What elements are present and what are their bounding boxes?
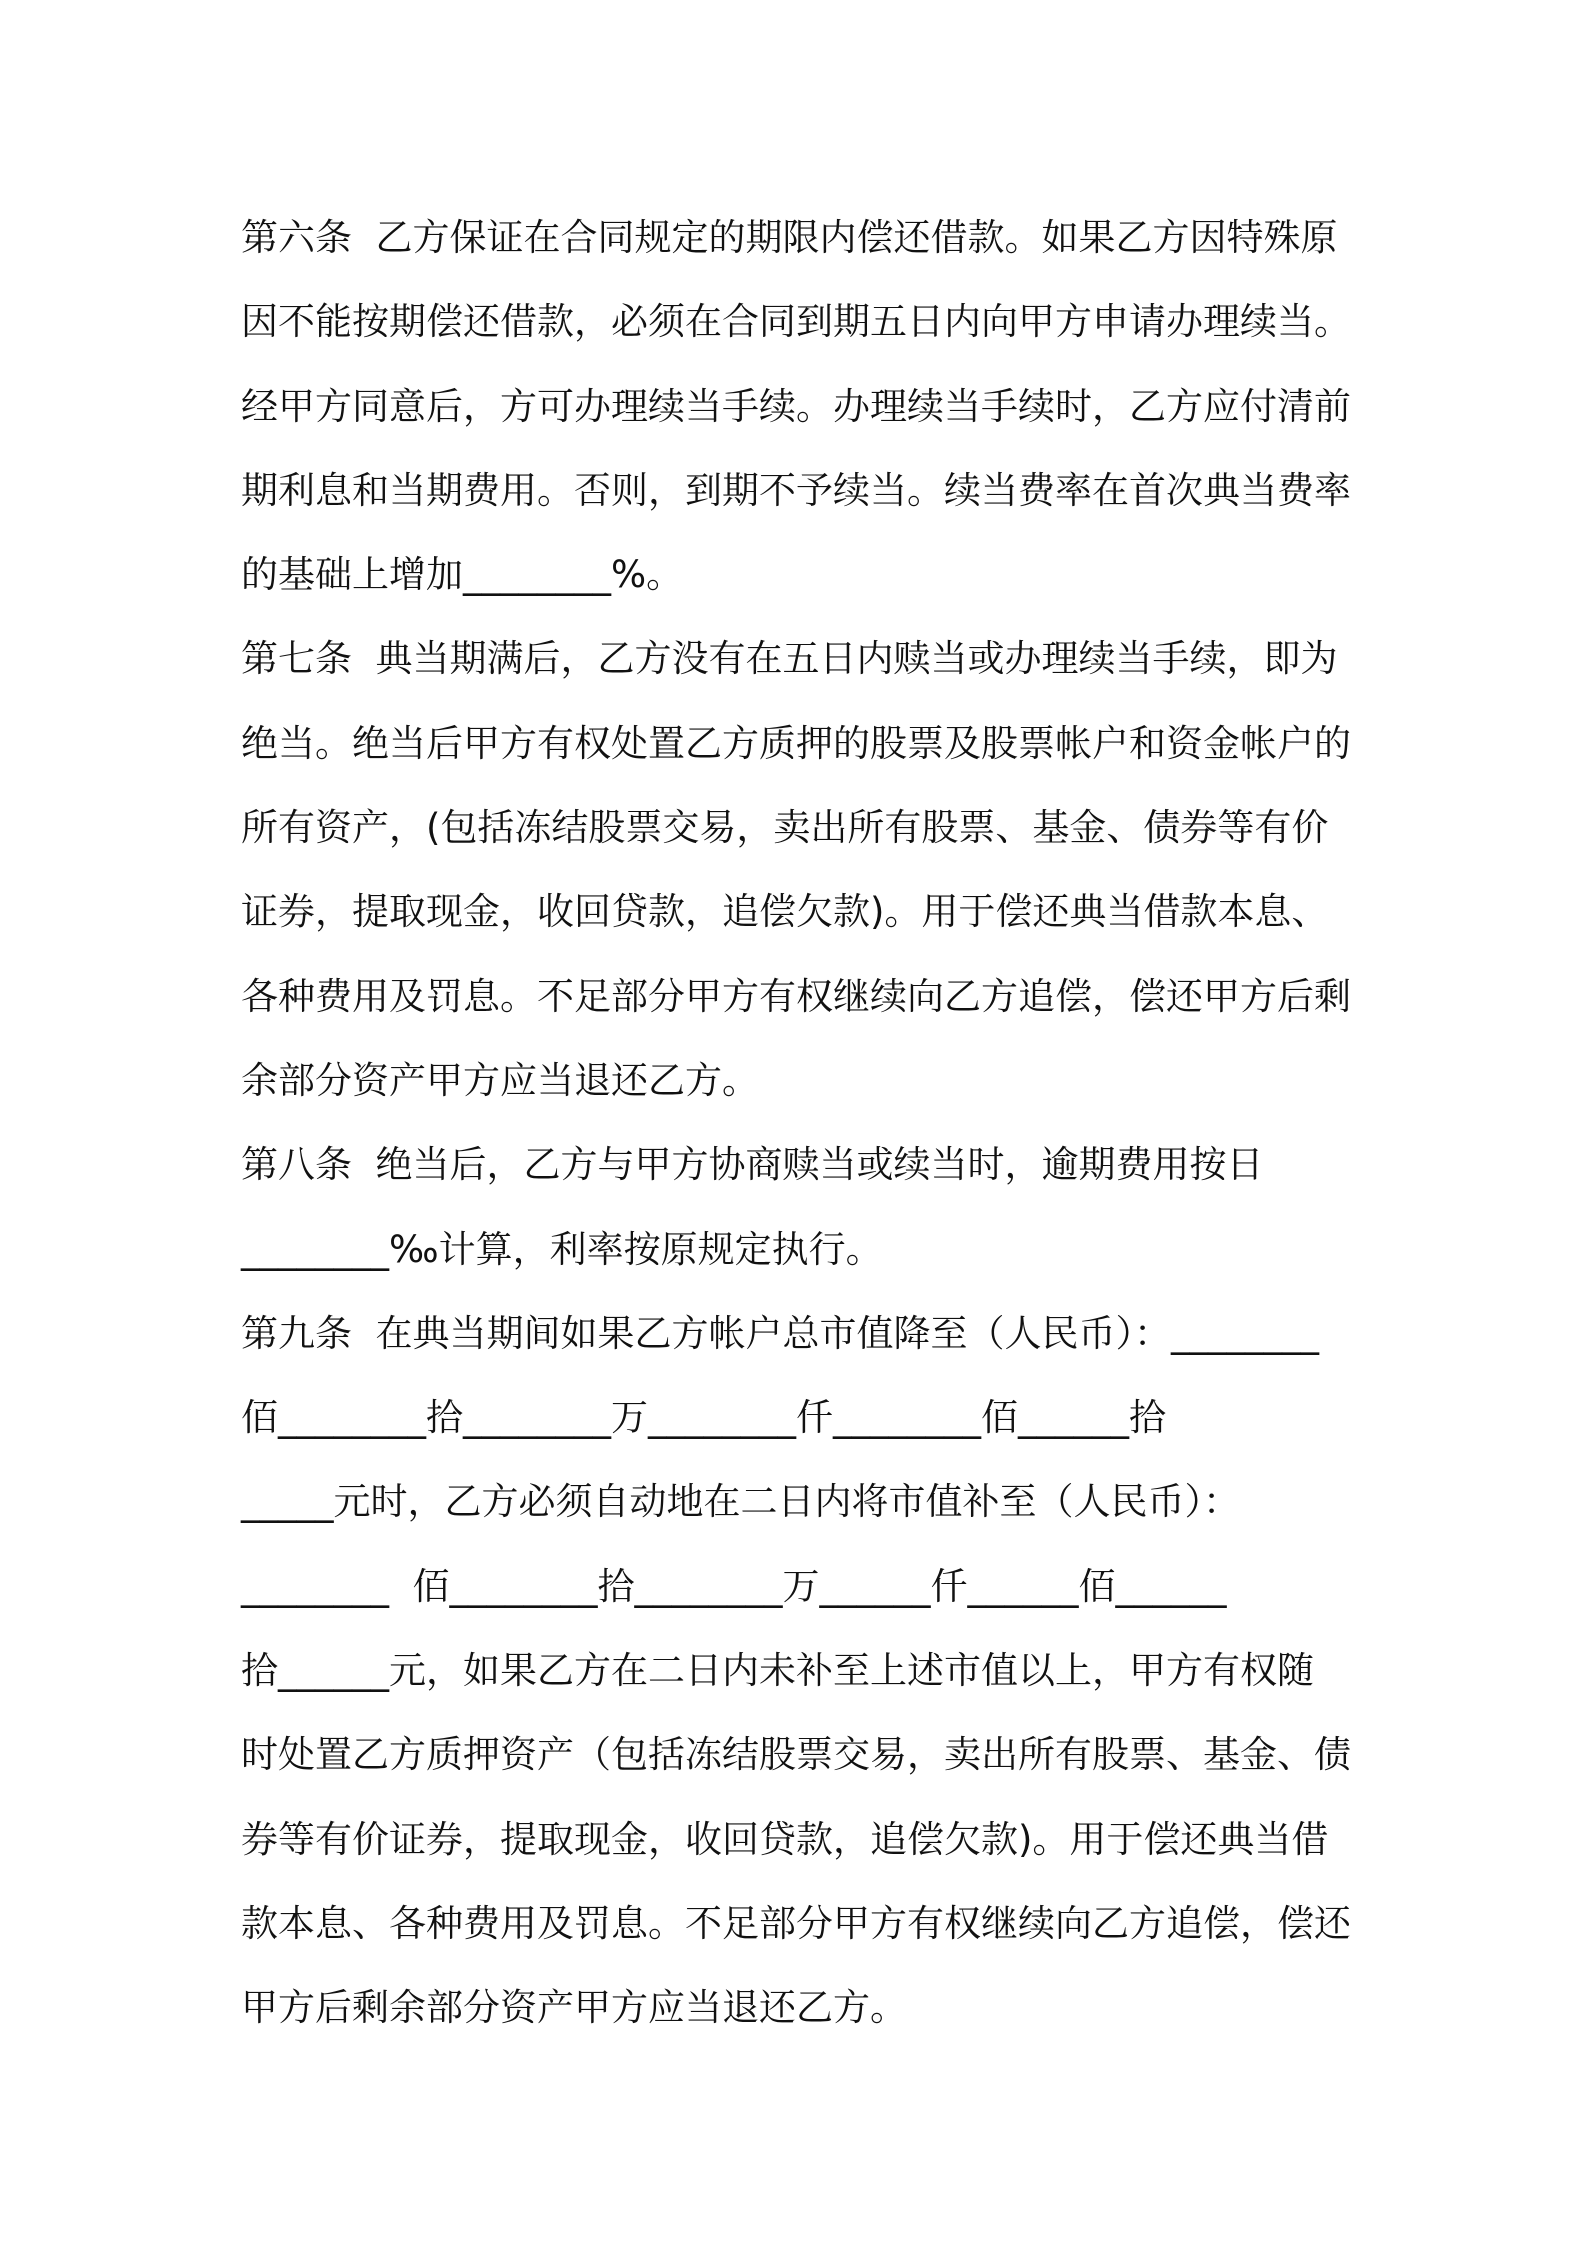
text-line: 拾______元，如果乙方在二日内未补至上述市值以上，甲方有权随 — [241, 1649, 1314, 1693]
text-line: 经甲方同意后，方可办理续当手续。办理续当手续时，乙方应付清前 — [241, 384, 1351, 428]
text-line: 款本息、各种费用及罚息。不足部分甲方有权继续向乙方追偿，偿还 — [241, 1901, 1351, 1945]
text-line: 券等有价证券，提取现金，收回贷款，追偿欠款)。用于偿还典当借 — [241, 1817, 1329, 1861]
text-line: 所有资产，(包括冻结股票交易，卖出所有股票、基金、债券等有价 — [241, 806, 1329, 850]
text-line: 证券，提取现金，收回贷款，追偿欠款)。用于偿还典当借款本息、 — [241, 890, 1329, 934]
text-line: 余部分资产甲方应当退还乙方。 — [241, 1058, 759, 1102]
text-line: 第八条 绝当后，乙方与甲方协商赎当或续当时，逾期费用按日 — [241, 1143, 1264, 1187]
text-line: ________ 佰________拾________万______仟______佰______ — [241, 1564, 1227, 1608]
text-line: 佰________拾________万________仟________佰______拾 — [241, 1396, 1166, 1440]
text-line: 第九条 在典当期间如果乙方帐户总市值降至（人民币）：________ — [241, 1311, 1320, 1355]
text-line: 的基础上增加________%。 — [241, 553, 684, 597]
text-line: 期利息和当期费用。否则，到期不予续当。续当费率在首次典当费率 — [241, 468, 1351, 512]
text-line: 第七条 典当期满后，乙方没有在五日内赎当或办理续当手续，即为 — [241, 637, 1338, 681]
text-line: ________‰计算，利率按原规定执行。 — [241, 1227, 883, 1271]
text-line: 甲方后剩余部分资产甲方应当退还乙方。 — [241, 1986, 907, 2030]
text-line: 各种费用及罚息。不足部分甲方有权继续向乙方追偿，偿还甲方后剩 — [241, 974, 1351, 1018]
text-line: 时处置乙方质押资产（包括冻结股票交易，卖出所有股票、基金、债 — [241, 1733, 1351, 1777]
contract-text — [241, 196, 1361, 2051]
text-line: 绝当。绝当后甲方有权处置乙方质押的股票及股票帐户和资金帐户的 — [241, 721, 1351, 765]
text-line: 因不能按期偿还借款，必须在合同到期五日内向甲方申请办理续当。 — [241, 300, 1351, 344]
text-line: _____元时，乙方必须自动地在二日内将市值补至（人民币）： — [241, 1480, 1240, 1524]
text-line: 第六条 乙方保证在合同规定的期限内偿还借款。如果乙方因特殊原 — [241, 216, 1338, 259]
